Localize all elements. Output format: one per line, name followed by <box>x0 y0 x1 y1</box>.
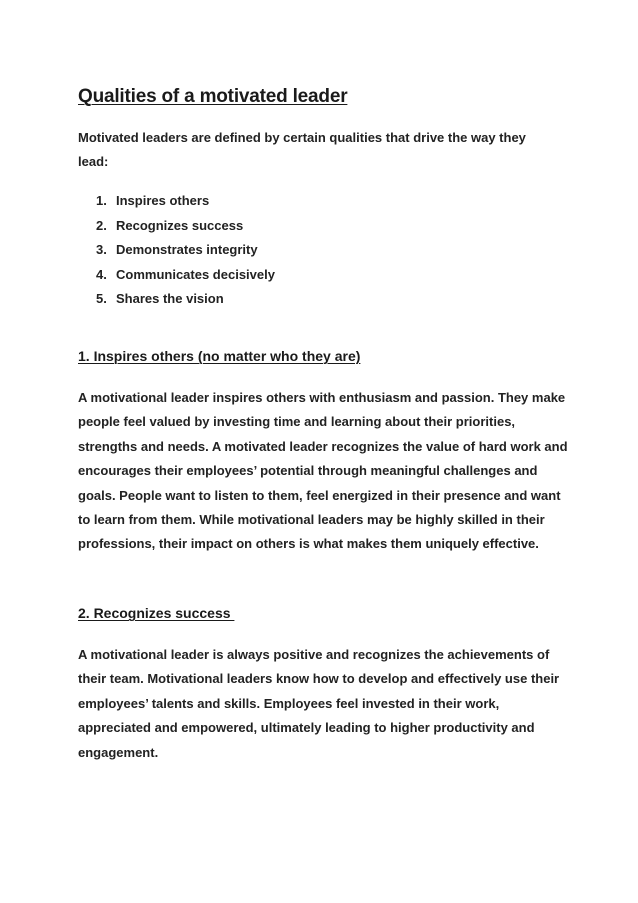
list-item <box>96 238 275 263</box>
list-item <box>96 263 275 288</box>
list-item-text: Communicates decisively <box>116 266 275 282</box>
section-body-inspires-others: A motivational leader inspires others with enthusiasm and passion. They make people feel valued by investing time and learning about their priorities, strengths and needs. A motivated leader recognizes the value of hard work and encourages their employees’ potential through meaningful challenges and goals. People want to listen to them, feel energized in their presence and want to learn from them. While motivational leaders may be highly skilled in their professions, their impact on others is what makes them uniquely effective. <box>78 390 568 552</box>
section-heading-recognizes-success: 2. Recognizes success <box>78 605 235 621</box>
list-item <box>96 189 275 214</box>
intro-paragraph: Motivated leaders are defined by certain qualities that drive the way they lead: <box>78 130 526 169</box>
list-item-text: Shares the vision <box>116 291 224 306</box>
list-item <box>96 287 275 312</box>
list-item-number: 5. <box>96 291 107 306</box>
list-item-number: 3. <box>96 242 107 257</box>
list-item <box>96 214 275 239</box>
section-body-recognizes-success: A motivational leader is always positive and recognizes the achievements of their team. Motivational leaders know how to develop and effectively use their employees’ talents and skills. Employees feel invested in their work, appreciated and empowered, ultimately leading to higher productivity and engagement. <box>78 647 560 760</box>
list-item-text: Inspires others <box>116 193 210 208</box>
section-heading-inspires-others: 1. Inspires others (no matter who they are) <box>78 348 361 364</box>
list-item-text: Demonstrates integrity <box>116 242 258 257</box>
list-item-number: 2. <box>96 217 107 233</box>
list-item-text: Recognizes success <box>116 217 244 233</box>
list-item-number: 4. <box>96 266 107 282</box>
qualities-list <box>96 189 275 312</box>
list-item-number: 1. <box>96 193 107 208</box>
document-title: Qualities of a motivated leader <box>78 86 348 107</box>
